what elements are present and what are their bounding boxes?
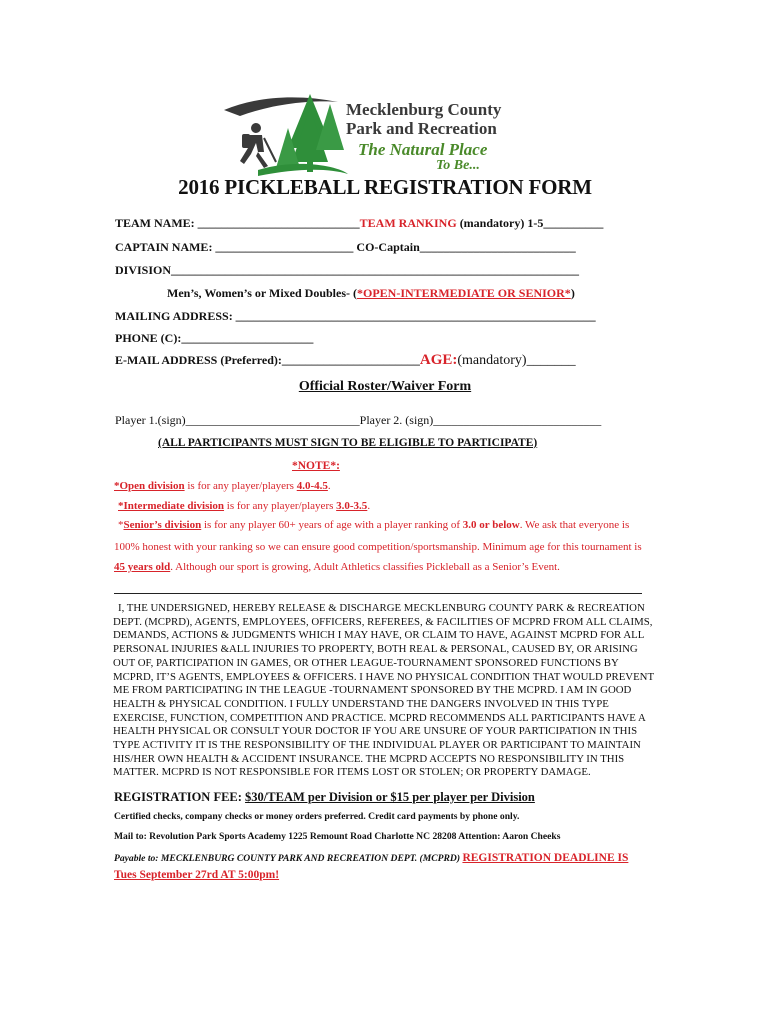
org-name-line2: Park and Recreation <box>346 119 497 138</box>
payable-to-text: Payable to: MECKLENBURG COUNTY PARK AND RECREATION DEPT. (MCPRD) <box>114 853 463 864</box>
intermediate-division-range: 3.0-3.5 <box>336 500 368 512</box>
team-name-row <box>115 216 603 231</box>
form-title: 2016 PICKLEBALL REGISTRATION FORM <box>178 175 592 199</box>
senior-division-note <box>118 519 629 531</box>
registration-fee-amount: $30/TEAM per Division or $15 per player per Division <box>245 790 535 804</box>
payment-methods: Certified checks, company checks or money orders preferred. Credit card payments by phone only. <box>114 811 520 822</box>
email-age-row <box>115 352 576 369</box>
divider <box>114 593 642 594</box>
open-division-text: is for any player/players <box>184 480 297 492</box>
team-ranking-label: TEAM RANKING <box>359 216 457 230</box>
intermediate-division-end: . <box>367 500 371 512</box>
waiver-text <box>113 602 661 780</box>
waiver-body: I, THE UNDERSIGNED, HEREBY RELEASE & DISCHARGE MECKLENBURG COUNTY PARK & RECREATION DEPT. (MCPRD), AGENTS, EMPLOYEES, OFFICERS, REFEREES, & FACILITIES OF MCPRD FROM ALL CLAIMS, DEMANDS, ACTIONS & JUDGMENTS WHICH I MAY HAVE, OR CLAIM TO HAVE, AGAINST MCPRD FOR ALL PERSONAL INJURIES &ALL INJURIES TO PROPERTY, BOTH REAL & PERSONAL, CAUSED BY, OR ARISING OUT OF, PARTICIPATION IN GAMES, OR OTHER LEAGUE-TOURNAMENT SPONSORED FUNCTIONS BY MCPRD, IT’S AGENTS, EMPLOYEES & OFFICERS. I HAVE NO PHYSICAL CONDITION THAT WOULD PREVENT ME FROM PARTICIPATING IN THE LEAGUE -TOURNAMENT SPONSORED BY THE MCPRD. I AM IN GOOD HEALTH & PHYSICAL CONDITION. I FULLY UNDERSTAND THE DANGERS INVOLVED IN THIS TYPE EXERCISE, FUNCTION, COMPETITION AND PRACTICE. MCPRD RECOMMENDS ALL PARTICIPANTS HAVE A HEALTH PHYSICAL OR CONSULT YOUR DOCTOR IF YOU ARE UNSURE OF YOUR PARTICIPATION IN THIS TYPE ACTIVITY IT IS THE RESPONSIBILITY OF THE INDIVIDUAL PLAYER OR PARTICIPANT TO MAINTAIN HIS/HER OWN HEALTH & ACCIDENT INSURANCE. THE MCPRD ACCEPTS NO RESPONSIBILITY IN THIS MATTER. MCPRD IS NOT RESPONSIBLE FOR ITEMS LOST OR STOLEN; OR PROPERTY DAMAGE. <box>113 602 654 779</box>
tagline-line1: The Natural Place <box>358 140 488 159</box>
note-heading: *NOTE*: <box>292 460 340 472</box>
registration-fee-row <box>114 790 535 805</box>
logo <box>218 88 558 180</box>
division-options-choices: *OPEN-INTERMEDIATE OR SENIOR* <box>357 286 571 300</box>
must-sign-notice: (ALL PARTICIPANTS MUST SIGN TO BE ELIGIBLE TO PARTICIPATE) <box>158 437 538 449</box>
open-division-note <box>114 480 331 492</box>
division-options-prefix: Men’s, Women’s or Mixed Doubles- ( <box>167 286 357 300</box>
senior-division-label: Senior’s division <box>123 519 202 531</box>
org-name-line1: Mecklenburg County <box>346 100 502 119</box>
deadline-date: Tues September 27rd AT 5:00pm! <box>114 869 280 881</box>
intermediate-division-note <box>118 500 370 512</box>
senior-division-rank: 3.0 or below <box>462 519 520 531</box>
phone-field[interactable]: PHONE (C):______________________ <box>115 331 314 345</box>
player-sign-line[interactable]: Player 1.(sign)_____________________________Player 2. (sign)____________________________ <box>115 413 602 427</box>
captain-name-field[interactable]: CAPTAIN NAME: _______________________ CO-Captain__________________________ <box>115 240 576 254</box>
deadline-label: REGISTRATION DEADLINE IS <box>462 852 629 864</box>
age-label: AGE: <box>419 352 458 368</box>
age-field[interactable]: (mandatory)_______ <box>457 353 576 368</box>
division-options <box>167 286 575 301</box>
senior-division-text2: . We ask that everyone is <box>519 519 630 531</box>
division-field[interactable]: DIVISION____________________________________________________________________ <box>115 263 580 277</box>
minimum-age-value: 45 years old <box>114 561 171 573</box>
open-division-end: . <box>327 480 331 492</box>
mail-to-address: Mail to: Revolution Park Sports Academy 1225 Remount Road Charlotte NC 28208 Attention: Aaron Cheeks <box>114 831 561 842</box>
open-division-label: *Open division <box>114 480 185 492</box>
email-field[interactable]: E-MAIL ADDRESS (Preferred):_______________________ <box>115 353 420 367</box>
honesty-note: 100% honest with your ranking so we can ensure good competition/sportsmanship. Minimum age for this tournament is <box>114 541 642 553</box>
team-name-field[interactable]: TEAM NAME: ___________________________ <box>115 216 360 230</box>
registration-fee-label: REGISTRATION FEE: <box>114 790 242 804</box>
mailing-address-field[interactable]: MAILING ADDRESS: ____________________________________________________________ <box>115 309 596 323</box>
senior-division-text: is for any player 60+ years of age with a player ranking of <box>201 519 463 531</box>
open-division-range: 4.0-4.5 <box>296 480 328 492</box>
senior-prefix: * <box>118 519 124 531</box>
payable-to-row <box>114 848 628 866</box>
intermediate-division-label: *Intermediate division <box>118 500 225 512</box>
minimum-age-text: . Although our sport is growing, Adult Athletics classifies Pickleball as a Senior’s Event. <box>170 561 560 573</box>
team-ranking-field[interactable]: (mandatory) 1-5__________ <box>456 216 604 230</box>
roster-heading: Official Roster/Waiver Form <box>298 379 472 394</box>
tagline-line2: To Be... <box>436 158 480 173</box>
division-options-suffix: ) <box>570 286 575 300</box>
intermediate-division-text: is for any player/players <box>224 500 337 512</box>
minimum-age-note <box>114 561 560 573</box>
